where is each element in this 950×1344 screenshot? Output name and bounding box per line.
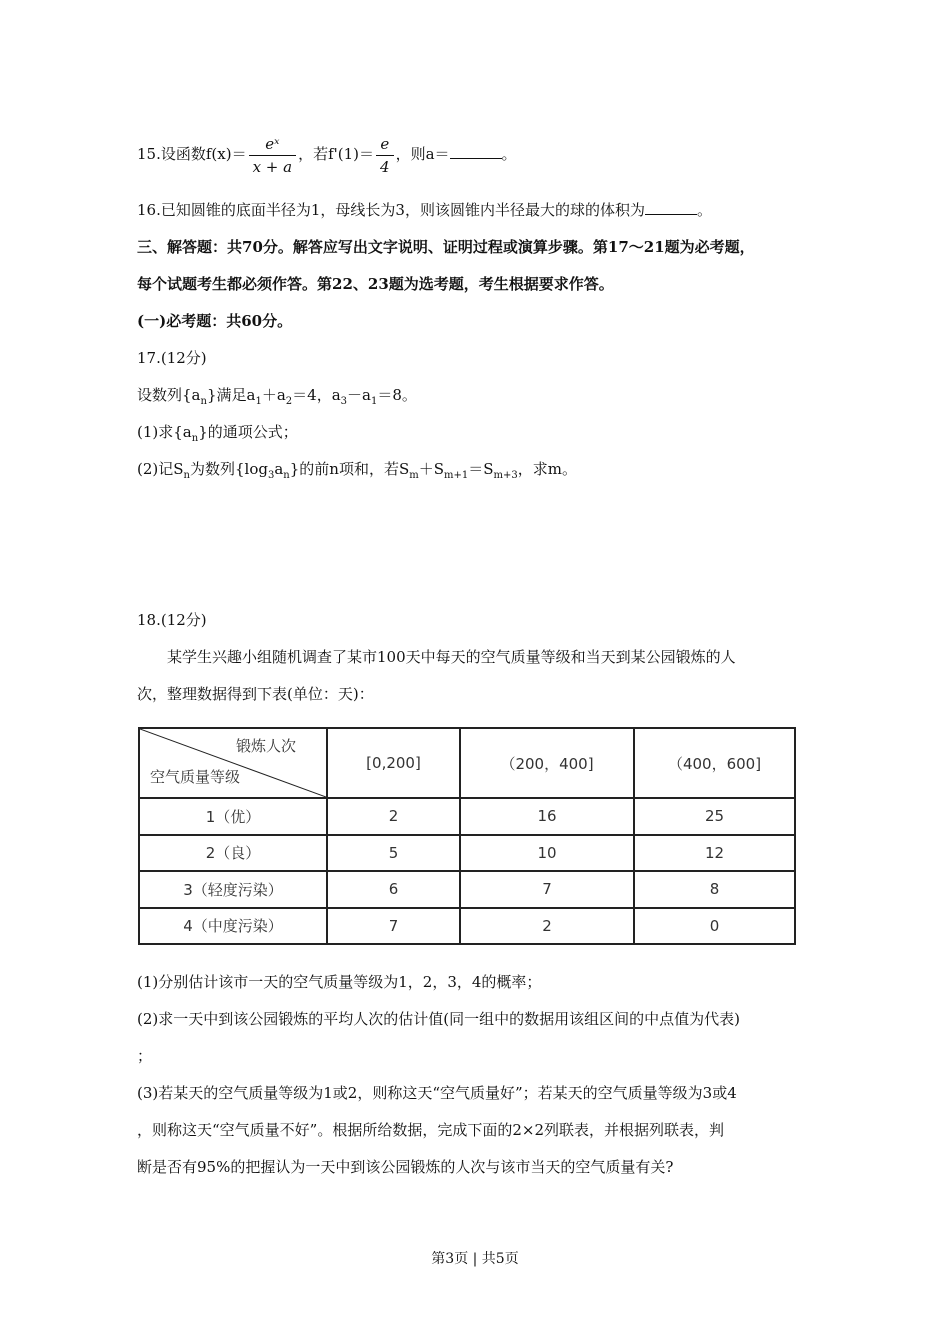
table-row [139, 871, 795, 908]
subscript: m [409, 470, 419, 481]
subscript: 3 [340, 396, 348, 407]
q17-text: }的通项公式； [198, 423, 298, 441]
row-label: 3（轻度污染） [139, 871, 327, 908]
table-cell: 7 [460, 871, 634, 908]
row-label: 1（优） [139, 798, 327, 835]
q16-text: 16.已知圆锥的底面半径为1，母线长为3，则该圆锥内半径最大的球的体积为 [137, 201, 645, 219]
q15-frac-denominator: x + a [252, 157, 293, 176]
table-cell: 0 [634, 908, 795, 945]
page-footer: 第3页 | 共5页 [431, 1251, 519, 1267]
table-cell: 10 [460, 835, 634, 872]
table-row [139, 908, 795, 945]
table-cell: 7 [327, 908, 460, 945]
subscript: n [283, 470, 290, 481]
q17-text: (1)求{a [137, 423, 192, 441]
column-header: （200，400] [460, 728, 634, 798]
q15-end: 。 [501, 145, 517, 163]
q17-text: ＋a [261, 386, 286, 404]
q17-text: (2)记S [137, 460, 184, 478]
subscript: m+1 [444, 470, 469, 481]
subscript: n [200, 396, 207, 407]
subscript: n [183, 470, 190, 481]
table-cell: 25 [634, 798, 795, 835]
subscript: 1 [370, 396, 378, 407]
q17-text: ＝4，a [292, 386, 341, 404]
table-row [139, 798, 795, 835]
air-quality-table [138, 727, 796, 945]
q17-part-2 [137, 459, 577, 486]
q17-text: ，求m。 [517, 460, 577, 478]
column-header: [0,200] [327, 728, 460, 798]
table-cell: 2 [327, 798, 460, 835]
q16-answer-blank [645, 200, 697, 215]
q17-part-1 [137, 422, 298, 449]
table-header-row [139, 728, 795, 798]
table-row [139, 835, 795, 872]
q18-part-2-cont: ； [137, 1047, 153, 1065]
subscript: 3 [267, 470, 275, 481]
subscript: m+3 [493, 470, 518, 481]
table-cell: 5 [327, 835, 460, 872]
q16-end: 。 [696, 201, 712, 219]
q15-mid: ，若f'(1)＝ [298, 145, 375, 163]
q15-frac2-numerator: e [376, 135, 394, 156]
q17-text: －a [347, 386, 371, 404]
table-cell: 16 [460, 798, 634, 835]
q15-answer-blank [450, 144, 502, 159]
q17-text: }的前n项和，若S [289, 460, 410, 478]
q15-frac-numerator: eˣ [249, 135, 297, 156]
q18-part-2: (2)求一天中到该公园锻炼的平均人次的估计值(同一组中的数据用该组区间的中点值为代表) [137, 1010, 740, 1028]
section-3-line-2: 每个试题考生都必须作答。第22、23题为选考题，考生根据要求作答。 [137, 275, 614, 293]
corner-header-bottom: 空气质量等级 [150, 768, 241, 786]
q17-heading: 17.(12分) [137, 349, 207, 367]
question-15 [137, 132, 517, 176]
q18-part-1: (1)分别估计该市一天的空气质量等级为1，2，3，4的概率； [137, 973, 542, 991]
section-3-line-3: (一)必考题：共60分。 [137, 312, 293, 330]
table-cell: 6 [327, 871, 460, 908]
q15-fraction-2 [376, 135, 394, 176]
q17-text: }满足a [206, 386, 256, 404]
q18-part-3-line-1: (3)若某天的空气质量等级为1或2，则称这天“空气质量好”；若某天的空气质量等级为3或4 [137, 1084, 737, 1102]
q15-fraction [249, 135, 297, 176]
q15-suffix: ，则a＝ [395, 145, 450, 163]
table-cell: 8 [634, 871, 795, 908]
row-label: 2（良） [139, 835, 327, 872]
corner-header-top: 锻炼人次 [235, 737, 296, 755]
subscript: n [191, 433, 199, 444]
subscript: 1 [255, 396, 262, 407]
table-corner-cell [139, 728, 327, 798]
q17-text: ＋S [418, 460, 444, 478]
question-16 [137, 200, 712, 220]
q17-text: 为数列{log [189, 460, 268, 478]
q17-text: ＝S [468, 460, 494, 478]
q18-intro-1: 某学生兴趣小组随机调查了某市100天中每天的空气质量等级和当天到某公园锻炼的人 [167, 648, 736, 666]
q17-statement [137, 385, 417, 412]
q18-part-3-line-3: 断是否有95%的把握认为一天中到该公园锻炼的人次与该市当天的空气质量有关? [137, 1158, 674, 1176]
q15-prefix: 15.设函数f(x)＝ [137, 145, 247, 163]
table-cell: 2 [460, 908, 634, 945]
q15-frac2-denominator: 4 [380, 157, 390, 176]
q17-text: ＝8。 [377, 386, 417, 404]
q18-part-3-line-2: ，则称这天“空气质量不好”。根据所给数据，完成下面的2×2列联表，并根据列联表，判 [137, 1121, 724, 1139]
column-header: （400，600] [634, 728, 795, 798]
subscript: 2 [285, 396, 293, 407]
q18-heading: 18.(12分) [137, 611, 207, 629]
section-3-line-1: 三、解答题：共70分。解答应写出文字说明、证明过程或演算步骤。第17～21题为必考题， [137, 238, 755, 256]
q17-text: a [274, 460, 284, 478]
row-label: 4（中度污染） [139, 908, 327, 945]
q18-intro-2: 次，整理数据得到下表(单位：天)： [137, 685, 374, 703]
table-cell: 12 [634, 835, 795, 872]
q17-text: 设数列{a [137, 386, 201, 404]
